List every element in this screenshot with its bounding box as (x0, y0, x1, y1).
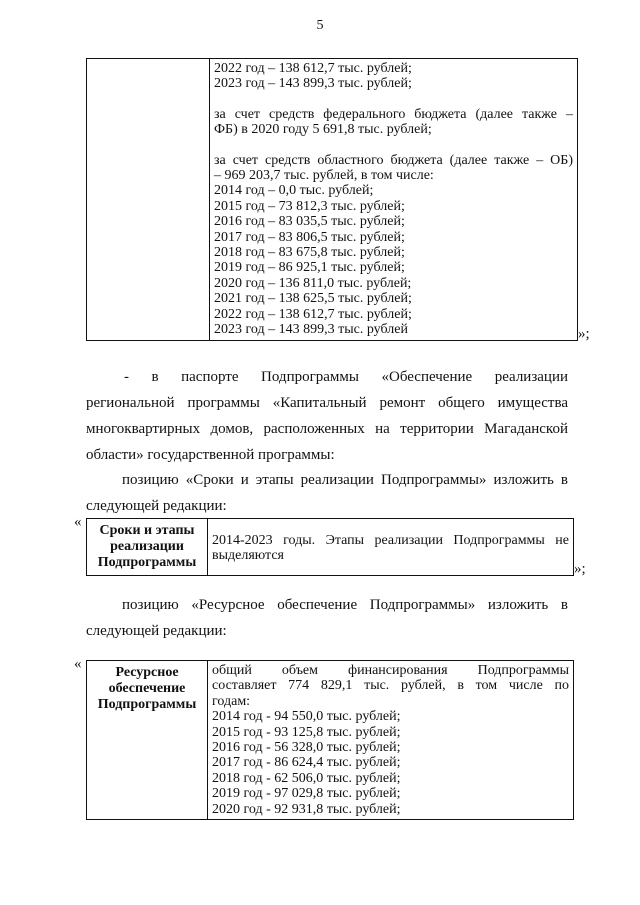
text-line: 2017 год – 83 806,5 тыс. рублей; (214, 229, 405, 245)
text-line: 2019 год – 86 925,1 тыс. рублей; (214, 260, 405, 276)
text-line: 2014 год – 0,0 тыс. рублей; (214, 183, 374, 199)
text-line: 2018 год - 62 506,0 тыс. рублей; (212, 770, 401, 786)
table-terms (86, 518, 574, 576)
paragraph-line: позицию «Сроки и этапы реализации Подпрограммы» изложить в (122, 472, 568, 488)
text-line: 2015 год - 93 125,8 тыс. рублей; (212, 724, 401, 740)
text-line: выделяются (212, 548, 284, 564)
text-line: 2019 год - 97 029,8 тыс. рублей; (212, 786, 401, 802)
text-line: 2018 год – 83 675,8 тыс. рублей; (214, 245, 405, 261)
text-line: ФБ) в 2020 году 5 691,8 тыс. рублей; (214, 122, 432, 138)
page-number: 5 (316, 18, 324, 33)
table-header-cell: Сроки и этапы реализации Подпрограммы (87, 519, 208, 576)
paragraph-line: следующей редакции: (86, 623, 227, 639)
text-line: – 969 203,7 тыс. рублей, в том числе: (214, 168, 434, 184)
text-line: 2021 год – 138 625,5 тыс. рублей; (214, 291, 412, 307)
paragraph-line: региональной программы «Капитальный ремонт общего имущества (86, 395, 568, 411)
text-line: 2017 год - 86 624,4 тыс. рублей; (212, 755, 401, 771)
text-line: 2016 год – 83 035,5 тыс. рублей; (214, 214, 405, 230)
table-content-cell (208, 519, 574, 576)
text-line: составляет 774 829,1 тыс. рублей, в том числе по (212, 678, 569, 694)
text-line: годам: (212, 693, 251, 709)
text-line: 2023 год – 143 899,3 тыс. рублей (214, 322, 408, 338)
closing-quote: »; (578, 326, 590, 342)
text-line: 2015 год – 73 812,3 тыс. рублей; (214, 198, 405, 214)
text-line: 2022 год – 138 612,7 тыс. рублей; (214, 61, 412, 76)
opening-quote: « (74, 656, 82, 672)
text-line: за счет средств областного бюджета (далее также – ОБ) (214, 152, 573, 168)
table-continuation (86, 58, 578, 341)
table-content-cell (210, 59, 578, 341)
text-line: 2020 год – 136 811,0 тыс. рублей; (214, 275, 412, 291)
text-line: за счет средств федерального бюджета (далее также – (214, 106, 573, 122)
text-line: 2016 год - 56 328,0 тыс. рублей; (212, 740, 401, 756)
paragraph-line: многоквартирных домов, расположенных на территории Магаданской (86, 421, 568, 437)
text-line: 2023 год – 143 899,3 тыс. рублей; (214, 76, 412, 92)
text-line: общий объем финансирования Подпрограммы (212, 663, 569, 678)
paragraph-line: позицию «Ресурсное обеспечение Подпрограммы» изложить в (122, 597, 568, 613)
table-content-cell (208, 661, 574, 820)
text-line: 2014-2023 годы. Этапы реализации Подпрограммы не (212, 533, 569, 548)
table-empty-cell (87, 59, 210, 341)
text-line: 2020 год - 92 931,8 тыс. рублей; (212, 801, 401, 817)
paragraph-line: области» государственной программы: (86, 447, 335, 463)
paragraph-line: - в паспорте Подпрограммы «Обеспечение реализации (124, 369, 568, 385)
table-header-cell: Ресурсное обеспечение Подпрограммы (87, 661, 208, 820)
text-line: 2022 год – 138 612,7 тыс. рублей; (214, 306, 412, 322)
paragraph-line: следующей редакции: (86, 498, 227, 514)
text-line: 2014 год - 94 550,0 тыс. рублей; (212, 709, 401, 725)
closing-quote: »; (574, 561, 586, 577)
table-resources (86, 660, 574, 820)
opening-quote: « (74, 514, 82, 530)
